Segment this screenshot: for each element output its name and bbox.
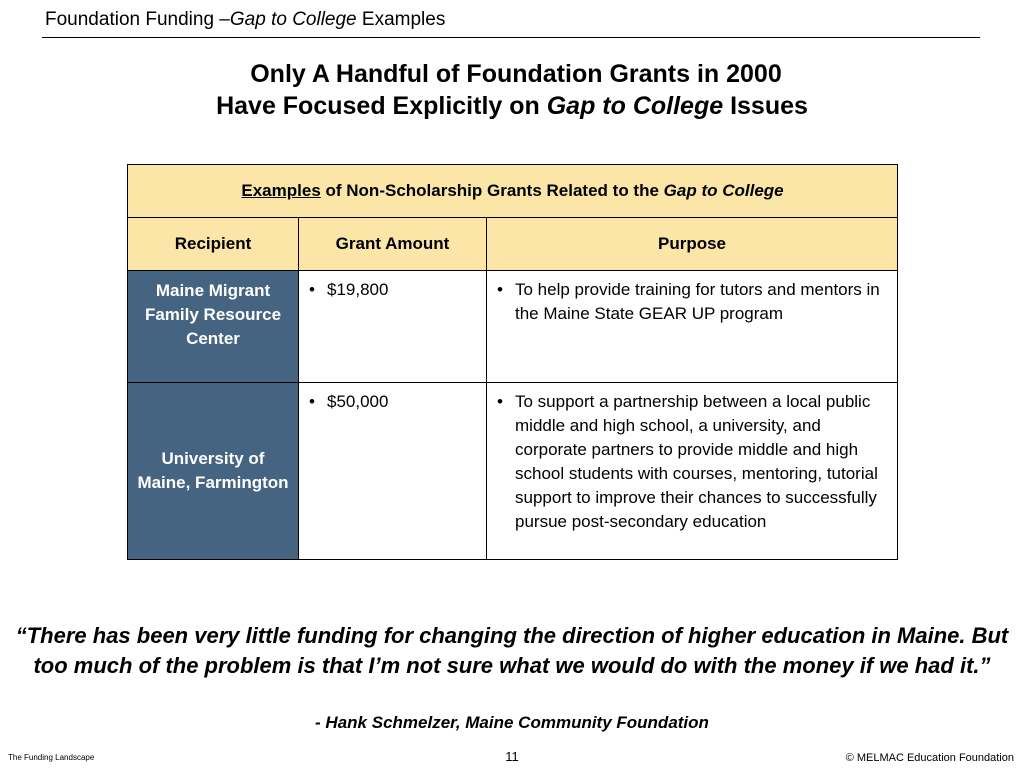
amount-cell xyxy=(299,383,487,560)
header-title-prefix: Foundation Funding – xyxy=(45,9,230,30)
slide-header-title xyxy=(45,8,445,32)
caption-middle: of Non-Scholarship Grants Related to the xyxy=(320,181,664,200)
column-header-purpose: Purpose xyxy=(487,218,898,271)
recipient-cell: Maine Migrant Family Resource Center xyxy=(128,271,299,383)
bullet-glyph: • xyxy=(497,280,503,299)
bullet-glyph: • xyxy=(497,392,503,411)
header-divider xyxy=(42,37,980,38)
column-header-recipient: Recipient xyxy=(128,218,299,271)
purpose-cell xyxy=(487,383,898,560)
header-title-italic: Gap to College xyxy=(229,9,357,30)
table-row xyxy=(128,271,898,383)
footer-copyright: © MELMAC Education Foundation xyxy=(845,752,1014,764)
table-row xyxy=(128,383,898,560)
bullet-glyph: • xyxy=(309,280,315,299)
title-line-2-italic: Gap to College xyxy=(546,92,724,120)
grants-table xyxy=(127,164,898,560)
title-line-2 xyxy=(0,90,1024,122)
table-header-row xyxy=(128,218,898,271)
title-line-2-suffix: Issues xyxy=(723,92,808,120)
page-number: 11 xyxy=(505,749,519,764)
table-caption xyxy=(128,165,898,218)
purpose-cell xyxy=(487,271,898,383)
amount-value: $50,000 xyxy=(327,392,389,411)
footer-section-label: The Funding Landscape xyxy=(8,753,95,762)
bullet-glyph: • xyxy=(309,392,315,411)
column-header-amount: Grant Amount xyxy=(299,218,487,271)
caption-italic: Gap to College xyxy=(663,181,784,200)
quote-text: “There has been very little funding for changing the direction of higher education in Maine. But too much of the problem is that I’m not sure what we would do with the money if we had it.” xyxy=(15,623,1009,678)
quote-author: - Hank Schmelzer, Maine Community Foundation xyxy=(315,713,709,732)
amount-value: $19,800 xyxy=(327,280,389,299)
table-caption-row xyxy=(128,165,898,218)
slide-title xyxy=(0,58,1024,122)
title-line-2-prefix: Have Focused Explicitly on xyxy=(216,92,547,120)
recipient-cell: University of Maine, Farmington xyxy=(128,383,299,560)
header-title-suffix: Examples xyxy=(356,9,446,30)
caption-examples: Examples xyxy=(241,181,321,200)
purpose-text: To support a partnership between a local public middle and high school, a university, and corporate partners to provide middle and high school students with courses, mentoring, tutorial support to improve their chances to successfully pursue post-secondary education xyxy=(515,392,878,531)
title-line-1: Only A Handful of Foundation Grants in 2000 xyxy=(250,60,782,88)
purpose-text: To help provide training for tutors and mentors in the Maine State GEAR UP program xyxy=(515,280,880,323)
amount-cell xyxy=(299,271,487,383)
